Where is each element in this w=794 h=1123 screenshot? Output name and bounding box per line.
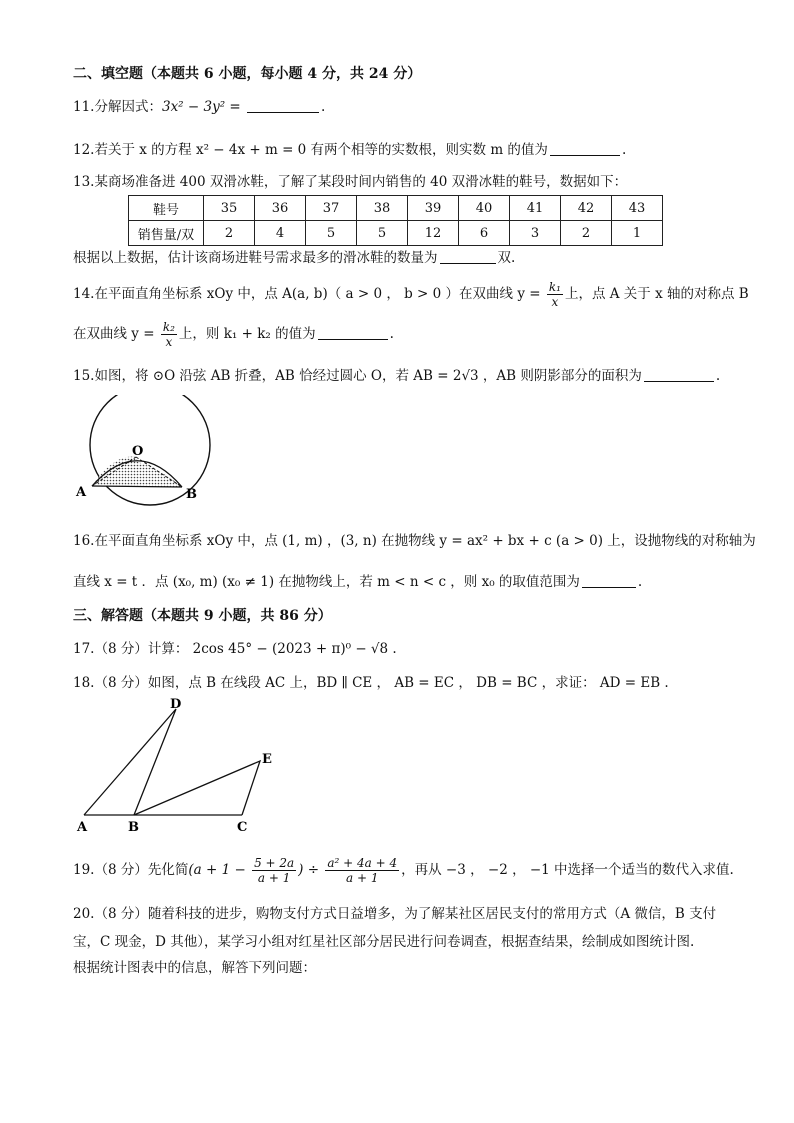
triangle-bce xyxy=(134,761,260,815)
q16-text: 直线 x = t ．点 (x₀, m) (x₀ ≠ 1) 在抛物线上，若 m < n < c ，则 x₀ 的取值范围为 xyxy=(73,574,580,590)
q12-answer-blank[interactable] xyxy=(550,141,620,156)
table-cell: 5 xyxy=(357,221,408,246)
table-cell: 36 xyxy=(255,196,306,221)
q18-triangle-figure xyxy=(70,695,290,840)
q11-answer-blank[interactable] xyxy=(247,98,319,113)
table-cell: 4 xyxy=(255,221,306,246)
q19-fraction-1: $\frac{5 + 2a}{a + 1}$ xyxy=(254,856,295,885)
question-13-intro: 13.某商场准备进 400 双滑冰鞋，了解了某段时间内销售的 40 双滑冰鞋的鞋号，数据如下： xyxy=(73,174,628,190)
label-o: O xyxy=(132,444,144,459)
table-cell: 3 xyxy=(510,221,561,246)
question-11 xyxy=(73,97,325,117)
question-20-line-2: 宝，C 现金，D 其他），某学习小组对红星社区部分居民进行问卷调查，根据查结果，绘制成如图统计图. xyxy=(73,934,695,950)
q14-suffix: . xyxy=(389,326,394,342)
q19-close: ) ÷ xyxy=(298,862,320,878)
table-cell: 41 xyxy=(510,196,561,221)
table-row xyxy=(129,221,663,246)
q15-suffix: . xyxy=(715,368,721,384)
table-row-label: 销售量/双 xyxy=(129,221,204,246)
q13-answer-blank[interactable] xyxy=(440,249,496,264)
q16-suffix: . xyxy=(637,574,643,590)
question-16-line-1: 16.在平面直角坐标系 xOy 中，点 (1, m) ，(3, n) 在抛物线 y = ax² + bx + c (a > 0) 上，设抛物线的对称轴为 xyxy=(73,533,756,549)
question-20-line-3: 根据统计图表中的信息，解答下列问题： xyxy=(73,960,316,976)
q11-prefix: 11.分解因式： xyxy=(73,99,162,115)
question-17: 17.（8 分）计算： 2cos 45° − (2023 + π)⁰ − √8 . xyxy=(73,641,397,657)
table-cell: 38 xyxy=(357,196,408,221)
table-cell: 37 xyxy=(306,196,357,221)
table-cell: 35 xyxy=(204,196,255,221)
label-a: A xyxy=(77,820,88,835)
question-16-line-2 xyxy=(73,572,642,592)
q19-fraction-2: $\frac{\text{a² + 4a + 4}}{a + 1}$ xyxy=(327,856,398,885)
q19-open: (a + 1 − xyxy=(188,862,246,878)
table-cell: 2 xyxy=(204,221,255,246)
q14-text-b: 上，点 A 关于 x 轴的对称点 B xyxy=(564,286,749,302)
question-14-line-1 xyxy=(73,280,749,309)
shoe-size-table xyxy=(128,195,663,246)
table-cell: 40 xyxy=(459,196,510,221)
q16-answer-blank[interactable] xyxy=(582,573,636,588)
section-3-heading: 三、解答题（本题共 9 小题，共 86 分） xyxy=(73,608,332,624)
table-cell: 12 xyxy=(408,221,459,246)
label-d: D xyxy=(170,697,182,712)
q19-prefix: 19.（8 分）先化简 xyxy=(73,862,189,878)
label-e: E xyxy=(262,752,272,767)
question-19 xyxy=(73,850,734,890)
label-b: B xyxy=(186,487,197,502)
table-cell: 43 xyxy=(612,196,663,221)
question-14-line-2 xyxy=(73,320,394,349)
q12-suffix: . xyxy=(621,142,627,158)
q14-text-c: 在双曲线 y = xyxy=(73,326,155,342)
question-20-line-1: 20.（8 分）随着科技的进步，购物支付方式日益增多，为了解某社区居民支付的常用方式（A 微信，B 支付 xyxy=(73,906,717,922)
table-cell: 1 xyxy=(612,221,663,246)
q15-answer-blank[interactable] xyxy=(644,367,714,382)
q11-expression: 3x² − 3y² = xyxy=(161,99,241,115)
label-b: B xyxy=(128,820,139,835)
table-cell: 39 xyxy=(408,196,459,221)
question-15 xyxy=(73,366,720,386)
q13-outro-suffix: 双. xyxy=(497,250,516,266)
q19-suffix: ，再从 −3 ， −2 ， −1 中选择一个适当的数代入求值. xyxy=(401,862,734,878)
q14-fraction-k1: $\frac{\text{k₁}}{x}$ xyxy=(548,280,561,309)
q13-outro-text: 根据以上数据，估计该商场进鞋号需求最多的滑冰鞋的数量为 xyxy=(73,250,438,266)
q14-fraction-k2: $\frac{\text{k₂}}{x}$ xyxy=(162,320,175,349)
label-c: C xyxy=(237,820,248,835)
label-a: A xyxy=(76,485,87,500)
table-row xyxy=(129,196,663,221)
q14-text-a: 14.在平面直角坐标系 xOy 中，点 A(a, b)（ a > 0 ， b > 0 ）在双曲线 y = xyxy=(73,286,541,302)
q15-text: 15.如图，将 ⊙O 沿弦 AB 折叠，AB 恰经过圆心 O，若 AB = 2√3 ，AB 则阴影部分的面积为 xyxy=(73,368,642,384)
q14-text-d: 上，则 k₁ + k₂ 的值为 xyxy=(178,326,316,342)
table-cell: 42 xyxy=(561,196,612,221)
q11-suffix: . xyxy=(321,99,326,115)
q15-circle-figure xyxy=(70,395,230,507)
triangle-abd xyxy=(84,709,176,815)
table-cell: 5 xyxy=(306,221,357,246)
question-12 xyxy=(73,140,626,160)
table-cell: 6 xyxy=(459,221,510,246)
q12-text: 12.若关于 x 的方程 x² − 4x + m = 0 有两个相等的实数根，则实数 m 的值为 xyxy=(73,142,548,158)
question-13-outro xyxy=(73,248,515,268)
question-18: 18.（8 分）如图，点 B 在线段 AC 上，BD ∥ CE ， AB = EC ， DB = BC ，求证： AD = EB . xyxy=(73,675,669,691)
table-cell: 2 xyxy=(561,221,612,246)
section-2-heading: 二、填空题（本题共 6 小题，每小题 4 分，共 24 分） xyxy=(73,66,422,82)
table-row-label: 鞋号 xyxy=(129,196,204,221)
q14-answer-blank[interactable] xyxy=(318,325,388,340)
